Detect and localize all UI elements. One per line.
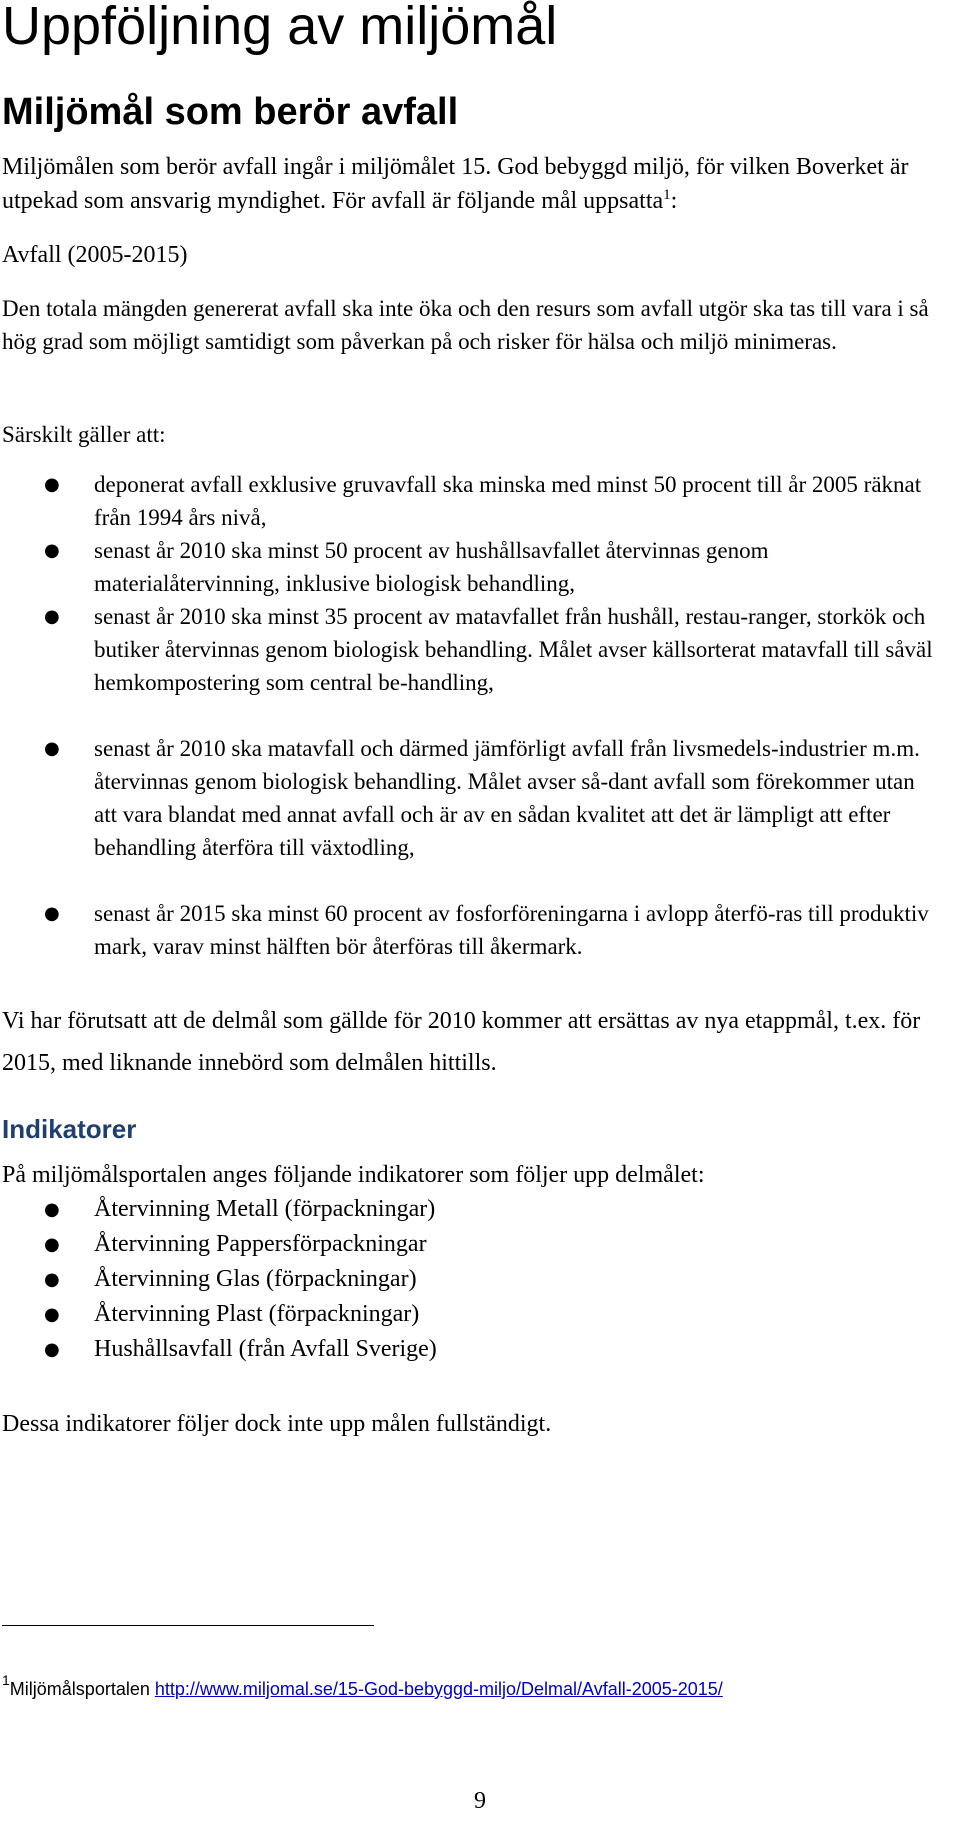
goal-description: Den totala mängden genererat avfall ska inte öka och den resurs som avfall utgör ska tas till vara i så hög grad som möjligt samtidigt som påverkan på och risker för hälsa och miljö minimeras.	[2, 296, 929, 354]
bullet-icon: ●	[44, 474, 60, 495]
specific-intro: Särskilt gäller att:	[2, 422, 166, 447]
indicators-intro: På miljömålsportalen anges följande indikatorer som följer upp delmålet:	[2, 1162, 705, 1188]
bullet-icon: ●	[44, 540, 60, 561]
page-number: 9	[474, 1788, 486, 1814]
footnote-divider	[2, 1625, 374, 1626]
indicators-list	[0, 1192, 960, 1367]
footnote-label: Miljömålsportalen	[9, 1679, 150, 1699]
indicator-text: Återvinning Plast (förpackningar)	[94, 1301, 420, 1327]
footnote	[2, 1672, 723, 1702]
list-item	[0, 534, 960, 600]
indicator-text: Återvinning Pappersförpackningar	[94, 1231, 427, 1257]
intro-end: :	[670, 188, 678, 214]
goal-text: deponerat avfall exklusive gruvavfall ska minska med minst 50 procent till år 2005 räknat från 1994 års nivå,	[94, 472, 922, 530]
bullet-icon: ●	[44, 1339, 60, 1360]
bullet-icon: ●	[44, 1199, 60, 1220]
footnote-reference[interactable]: 1	[663, 187, 671, 203]
list-item	[0, 1192, 960, 1227]
list-item	[0, 732, 960, 897]
indicator-text: Återvinning Metall (förpackningar)	[94, 1196, 436, 1222]
list-item	[0, 1227, 960, 1262]
bullet-icon: ●	[44, 738, 60, 759]
list-item	[0, 468, 960, 534]
bullet-icon: ●	[44, 1269, 60, 1290]
list-item	[0, 1297, 960, 1332]
goals-list	[0, 468, 960, 963]
bullet-icon: ●	[44, 903, 60, 924]
bullet-icon: ●	[44, 606, 60, 627]
indicators-heading: Indikatorer	[2, 1114, 137, 1144]
footnote-marker: 1	[2, 1672, 10, 1688]
bullet-icon: ●	[44, 1234, 60, 1255]
page-title: Uppföljning av miljömål	[2, 0, 558, 56]
goal-text: senast år 2015 ska minst 60 procent av fosforföreningarna i avlopp återfö-ras till produktiv mark, varav minst hälften bör återföras till åkermark.	[94, 901, 929, 959]
assumption-paragraph: Vi har förutsatt att de delmål som gällde för 2010 kommer att ersättas av nya etappmål, t.ex. för 2015, med liknande innebörd som delmålen hittills.	[2, 1008, 921, 1076]
intro-text: Miljömålen som berör avfall ingår i miljömålet 15. God bebyggd miljö, för vilken Boverket är utpekad som ansvarig myndighet. För avfall är följande mål uppsatta	[2, 154, 909, 214]
conclusion-paragraph: Dessa indikatorer följer dock inte upp målen fullständigt.	[2, 1411, 552, 1437]
footnote-link[interactable]: http://www.miljomal.se/15-God-bebyggd-miljo/Delmal/Avfall-2005-2015/	[154, 1679, 723, 1699]
goal-text: senast år 2010 ska matavfall och därmed jämförligt avfall från livsmedels-industrier m.m. återvinnas genom biologisk behandling. Målet avser så-dant avfall som förekommer utan att vara blandat med annat avfall och är av en sådan kvalitet att det är lämpligt att efter behandling återföra till växtodling,	[94, 736, 920, 860]
list-item	[0, 1332, 960, 1367]
section-heading: Miljömål som berör avfall	[2, 91, 459, 133]
indicator-text: Hushållsavfall (från Avfall Sverige)	[94, 1336, 437, 1362]
goal-title: Avfall (2005-2015)	[2, 242, 188, 268]
bullet-icon: ●	[44, 1304, 60, 1325]
goal-text: senast år 2010 ska minst 50 procent av hushållsavfallet återvinnas genom materialåtervinning, inklusive biologisk behandling,	[94, 538, 769, 596]
intro-paragraph	[2, 150, 942, 218]
indicator-text: Återvinning Glas (förpackningar)	[94, 1266, 417, 1292]
list-item	[0, 1262, 960, 1297]
list-item	[0, 600, 960, 732]
list-item	[0, 897, 960, 963]
goal-text: senast år 2010 ska minst 35 procent av matavfallet från hushåll, restau-ranger, storkök och butiker återvinnas genom biologisk behandling. Målet avser källsorterat matavfall till såväl hemkompostering som central be-handling,	[94, 604, 933, 695]
